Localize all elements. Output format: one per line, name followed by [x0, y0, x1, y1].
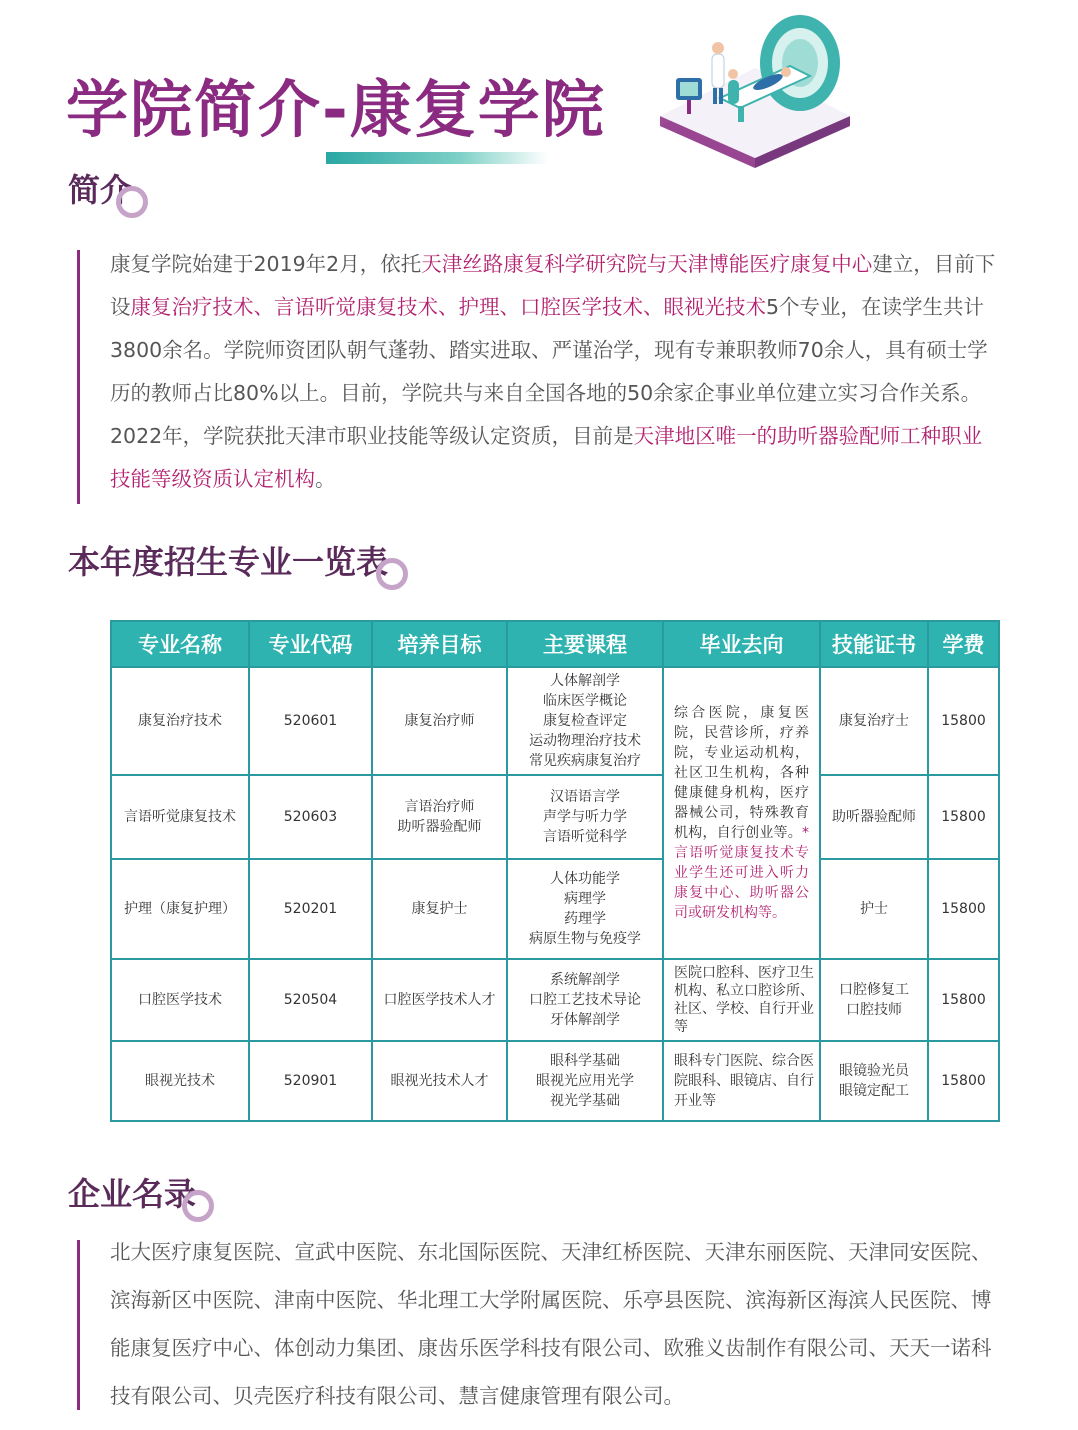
major-name: 护理（康复护理） — [111, 859, 249, 959]
major-code: 520601 — [249, 667, 372, 775]
intro-paragraph — [110, 243, 1000, 501]
intro-highlight: 天津丝路康复科学研究院与天津博能医疗康复中心 — [421, 252, 873, 276]
column-header: 毕业去向 — [663, 621, 820, 667]
course-line: 临床医学概论 — [543, 693, 627, 709]
intro-heading-block — [68, 170, 132, 210]
column-header: 培养目标 — [372, 621, 507, 667]
goal-line: 康复护士 — [411, 901, 468, 917]
majors-heading-block — [68, 542, 388, 582]
majors-table — [110, 620, 1000, 1122]
major-name: 康复治疗技术 — [111, 667, 249, 775]
column-header: 专业名称 — [111, 621, 249, 667]
major-destination: 医院口腔科、医疗卫生机构、私立口腔诊所、社区、学校、自行开业等 — [663, 959, 820, 1041]
certificate-line: 康复治疗士 — [839, 713, 909, 729]
major-certificate — [820, 667, 928, 775]
major-goal — [372, 959, 507, 1041]
course-line: 眼科学基础 — [550, 1053, 620, 1069]
majors-heading: 本年度招生专业一览表 — [68, 543, 389, 581]
course-line: 眼视光应用光学 — [536, 1073, 634, 1089]
major-certificate — [820, 1041, 928, 1121]
destination-text: 综合医院，康复医院，民营诊所，疗养院，专业运动机构，社区卫生机构，各种健康健身机构，医疗器械公司，特殊教育机构，自行创业等。 — [674, 705, 809, 841]
intro-heading: 简介 — [68, 171, 133, 209]
certificate-line: 口腔修复工 — [839, 982, 909, 998]
major-fee: 15800 — [928, 775, 999, 859]
goal-line: 助听器验配师 — [397, 819, 482, 835]
table-row — [111, 1041, 999, 1121]
table-header-row — [111, 621, 999, 667]
course-line: 康复检查评定 — [543, 713, 627, 729]
medical-scanner-illustration — [650, 8, 860, 168]
column-header: 专业代码 — [249, 621, 372, 667]
major-code: 520201 — [249, 859, 372, 959]
companies-vertical-bar — [77, 1240, 80, 1410]
major-goal — [372, 667, 507, 775]
major-certificate — [820, 859, 928, 959]
goal-line: 口腔医学技术人才 — [383, 992, 496, 1008]
column-header: 主要课程 — [507, 621, 663, 667]
course-line: 人体功能学 — [550, 871, 620, 887]
course-line: 运动物理治疗技术 — [529, 733, 641, 749]
course-line: 言语听觉科学 — [543, 829, 627, 845]
intro-vertical-bar — [77, 250, 80, 504]
major-courses — [507, 1041, 663, 1121]
certificate-line: 口腔技师 — [846, 1002, 902, 1018]
major-certificate — [820, 959, 928, 1041]
major-fee: 15800 — [928, 959, 999, 1041]
intro-highlight: 康复治疗技术、言语听觉康复技术、护理、口腔医学技术、眼视光技术 — [130, 295, 766, 319]
title-underline — [326, 152, 548, 164]
table-row — [111, 959, 999, 1041]
destination-note: *言语听觉康复技术专业学生还可进入听力康复中心、助听器公司或研发机构等。 — [674, 825, 809, 921]
course-line: 汉语语言学 — [550, 789, 620, 805]
companies-heading: 企业名录 — [68, 1175, 197, 1213]
major-fee: 15800 — [928, 667, 999, 775]
major-certificate — [820, 775, 928, 859]
course-line: 药理学 — [564, 911, 606, 927]
certificate-line: 眼镜验光员 — [839, 1063, 909, 1079]
major-courses — [507, 667, 663, 775]
major-courses — [507, 859, 663, 959]
companies-paragraph: 北大医疗康复医院、宣武中医院、东北国际医院、天津红桥医院、天津东丽医院、天津同安医院、滨海新区中医院、津南中医院、华北理工大学附属医院、乐亭县医院、滨海新区海滨人民医院、博能康复医疗中心、体创动力集团、康齿乐医学科技有限公司、欧雅义齿制作有限公司、天天一诺科技有限公司、贝壳医疗科技有限公司、慧言健康管理有限公司。 — [110, 1240, 992, 1408]
goal-line: 康复治疗师 — [404, 713, 475, 729]
intro-segment: 5个专业，在读学生共计3800余名。学院师资团队朝气蓬勃、踏实进取、严谨治学，现有专兼职教师70余人，具有硕士学历的教师占比80%以上。目前，学院共与来自全国各地的50余家企事业单位建立实习合作关系。2022年，学院获批天津市职业技能等级认定资质，目前是 — [110, 295, 988, 448]
shared-destination — [663, 667, 820, 959]
course-line: 系统解剖学 — [550, 972, 620, 988]
course-line: 声学与听力学 — [543, 809, 627, 825]
course-line: 病理学 — [564, 891, 606, 907]
companies-heading-block — [68, 1174, 196, 1214]
table-row — [111, 775, 999, 859]
major-code: 520901 — [249, 1041, 372, 1121]
major-fee: 15800 — [928, 1041, 999, 1121]
heading-ring-icon — [182, 1190, 214, 1222]
course-line: 视光学基础 — [550, 1093, 620, 1109]
certificate-line: 护士 — [860, 901, 888, 917]
page-title: 学院简介-康复学院 — [66, 73, 606, 146]
certificate-line: 眼镜定配工 — [839, 1083, 909, 1099]
column-header: 学费 — [928, 621, 999, 667]
heading-ring-icon — [116, 186, 148, 218]
major-name: 口腔医学技术 — [111, 959, 249, 1041]
heading-ring-icon — [376, 558, 408, 590]
major-courses — [507, 959, 663, 1041]
course-line: 常见疾病康复治疗 — [529, 753, 641, 769]
major-goal — [372, 775, 507, 859]
course-line: 病原生物与免疫学 — [529, 931, 641, 947]
major-code: 520603 — [249, 775, 372, 859]
table-row — [111, 859, 999, 959]
course-line: 人体解剖学 — [550, 673, 620, 689]
major-goal — [372, 1041, 507, 1121]
major-name: 言语听觉康复技术 — [111, 775, 249, 859]
course-line: 牙体解剖学 — [550, 1012, 620, 1028]
goal-line: 眼视光技术人才 — [390, 1073, 489, 1089]
table-row — [111, 667, 999, 775]
major-code: 520504 — [249, 959, 372, 1041]
column-header: 技能证书 — [820, 621, 928, 667]
intro-segment: 。 — [315, 467, 336, 491]
major-courses — [507, 775, 663, 859]
goal-line: 言语治疗师 — [404, 799, 475, 815]
major-destination: 眼科专门医院、综合医院眼科、眼镜店、自行开业等 — [663, 1041, 820, 1121]
course-line: 口腔工艺技术导论 — [529, 992, 641, 1008]
major-fee: 15800 — [928, 859, 999, 959]
intro-segment: 建立，目前下设 — [110, 252, 996, 319]
major-name: 眼视光技术 — [111, 1041, 249, 1121]
intro-segment: 康复学院始建于2019年2月，依托 — [110, 252, 422, 276]
major-goal — [372, 859, 507, 959]
certificate-line: 助听器验配师 — [832, 809, 916, 825]
intro-highlight: 天津地区唯一的助听器验配师工种职业技能等级资质认定机构 — [110, 424, 983, 491]
